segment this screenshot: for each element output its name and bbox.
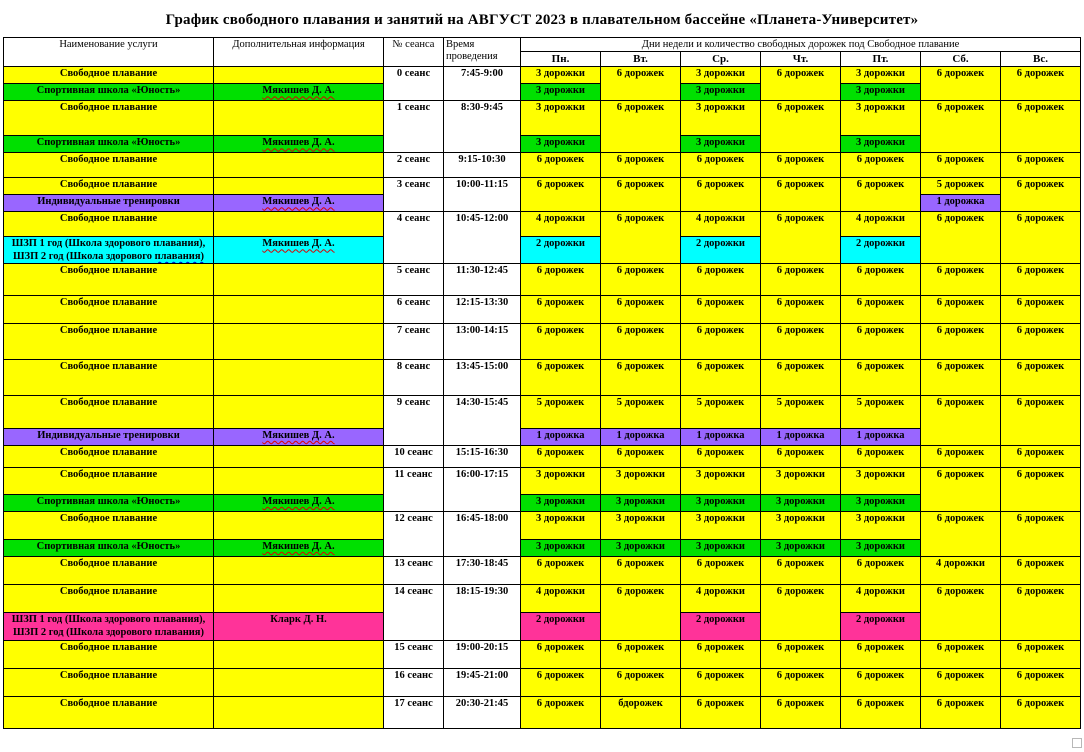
info-cell <box>214 360 384 396</box>
lanes-cell: 6 дорожек <box>761 360 841 396</box>
lanes-cell: 1 дорожка <box>841 429 921 446</box>
lanes-cell: 6 дорожек <box>761 324 841 360</box>
info-cell: Мякишев Д. А. <box>214 495 384 512</box>
lanes-cell: 6 дорожек <box>681 360 761 396</box>
table-row <box>4 237 1081 264</box>
lanes-cell: 6 дорожек <box>681 264 761 296</box>
lanes-cell: 2 дорожки <box>521 237 601 264</box>
info-cell: Мякишев Д. А. <box>214 237 384 264</box>
lanes-cell: 6 дорожек <box>1001 264 1081 296</box>
lanes-cell: 6 дорожек <box>521 557 601 585</box>
table-row <box>4 641 1081 669</box>
time-cell: 8:30-9:45 <box>444 101 521 153</box>
lanes-cell: 6 дорожек <box>841 360 921 396</box>
header-day-sun: Вс. <box>1001 52 1081 67</box>
lanes-cell: 6 дорожек <box>761 67 841 101</box>
header-day-mon: Пн. <box>521 52 601 67</box>
lanes-cell: 3 дорожки <box>521 101 601 136</box>
table-row <box>4 84 1081 101</box>
lanes-cell: 6 дорожек <box>521 178 601 212</box>
info-cell <box>214 178 384 195</box>
lanes-cell: 1 дорожка <box>921 195 1001 212</box>
lanes-cell: 6 дорожек <box>601 585 681 641</box>
lanes-cell: 6 дорожек <box>921 669 1001 697</box>
lanes-cell: 6 дорожек <box>601 212 681 264</box>
service-cell: ШЗП 1 год (Школа здорового плавания), ШЗП 2 год (Школа здорового плавания) <box>4 237 214 264</box>
lanes-cell: 3 дорожки <box>521 468 601 495</box>
lanes-cell: 3 дорожки <box>841 136 921 153</box>
service-cell: Свободное плавание <box>4 67 214 84</box>
table-row <box>4 585 1081 613</box>
lanes-cell: 6 дорожек <box>1001 153 1081 178</box>
lanes-cell: 6 дорожек <box>681 324 761 360</box>
lanes-cell: 6 дорожек <box>681 178 761 212</box>
info-cell <box>214 585 384 613</box>
lanes-cell: 6 дорожек <box>1001 641 1081 669</box>
lanes-cell: 6 дорожек <box>761 101 841 153</box>
table-row <box>4 212 1081 237</box>
session-cell: 14 сеанс <box>384 585 444 641</box>
lanes-cell: 6 дорожек <box>1001 446 1081 468</box>
lanes-cell: 3 дорожки <box>841 101 921 136</box>
table-row <box>4 136 1081 153</box>
lanes-cell: 6 дорожек <box>1001 324 1081 360</box>
lanes-cell: 6 дорожек <box>841 697 921 729</box>
lanes-cell: 6 дорожек <box>521 264 601 296</box>
lanes-cell: 6 дорожек <box>1001 360 1081 396</box>
table-row <box>4 697 1081 729</box>
lanes-cell: 3 дорожки <box>601 468 681 495</box>
lanes-cell: 6 дорожек <box>761 296 841 324</box>
header-day-tue: Вт. <box>601 52 681 67</box>
lanes-cell: бдорожек <box>601 697 681 729</box>
lanes-cell: 1 дорожка <box>601 429 681 446</box>
lanes-cell: 4 дорожки <box>921 557 1001 585</box>
session-cell: 17 сеанс <box>384 697 444 729</box>
info-cell <box>214 641 384 669</box>
lanes-cell: 6 дорожек <box>601 360 681 396</box>
time-cell: 14:30-15:45 <box>444 396 521 446</box>
info-cell: Мякишев Д. А. <box>214 136 384 153</box>
lanes-cell: 6 дорожек <box>921 324 1001 360</box>
lanes-cell: 6 дорожек <box>1001 468 1081 512</box>
lanes-cell: 3 дорожки <box>761 512 841 540</box>
service-cell: Свободное плавание <box>4 446 214 468</box>
lanes-cell: 6 дорожек <box>841 324 921 360</box>
session-cell: 5 сеанс <box>384 264 444 296</box>
session-cell: 11 сеанс <box>384 468 444 512</box>
session-cell: 3 сеанс <box>384 178 444 212</box>
lanes-cell: 6 дорожек <box>761 697 841 729</box>
table-row <box>4 264 1081 296</box>
time-cell: 11:30-12:45 <box>444 264 521 296</box>
header-time: Время проведения <box>444 38 521 67</box>
info-cell <box>214 324 384 360</box>
info-cell <box>214 296 384 324</box>
lanes-cell: 4 дорожки <box>681 212 761 237</box>
lanes-cell: 3 дорожки <box>761 540 841 557</box>
session-cell: 10 сеанс <box>384 446 444 468</box>
lanes-cell: 6 дорожек <box>681 557 761 585</box>
time-cell: 13:00-14:15 <box>444 324 521 360</box>
lanes-cell: 6 дорожек <box>921 101 1001 153</box>
lanes-cell: 6 дорожек <box>761 669 841 697</box>
lanes-cell: 3 дорожки <box>521 84 601 101</box>
lanes-cell: 6 дорожек <box>601 153 681 178</box>
lanes-cell: 6 дорожек <box>921 212 1001 264</box>
lanes-cell: 6 дорожек <box>601 557 681 585</box>
lanes-cell: 6 дорожек <box>1001 178 1081 212</box>
lanes-cell: 6 дорожек <box>921 264 1001 296</box>
service-cell: Спортивная школа «Юность» <box>4 495 214 512</box>
table-row <box>4 540 1081 557</box>
time-cell: 18:15-19:30 <box>444 585 521 641</box>
time-cell: 20:30-21:45 <box>444 697 521 729</box>
lanes-cell: 5 дорожек <box>521 396 601 429</box>
service-cell: Свободное плавание <box>4 178 214 195</box>
info-cell: Кларк Д. Н. <box>214 613 384 641</box>
info-cell <box>214 697 384 729</box>
time-cell: 19:00-20:15 <box>444 641 521 669</box>
lanes-cell: 6 дорожек <box>521 360 601 396</box>
service-cell: Индивидуальные тренировки <box>4 195 214 212</box>
service-cell: Индивидуальные тренировки <box>4 429 214 446</box>
corner-artifact <box>1072 738 1082 748</box>
lanes-cell: 6 дорожек <box>841 264 921 296</box>
session-cell: 12 сеанс <box>384 512 444 557</box>
lanes-cell: 3 дорожки <box>681 67 761 84</box>
time-cell: 16:45-18:00 <box>444 512 521 557</box>
lanes-cell: 5 дорожек <box>921 178 1001 195</box>
session-cell: 13 сеанс <box>384 557 444 585</box>
table-row <box>4 67 1081 84</box>
service-cell: ШЗП 1 год (Школа здорового плавания), ШЗП 2 год (Школа здорового плавания) <box>4 613 214 641</box>
info-cell: Мякишев Д. А. <box>214 84 384 101</box>
lanes-cell: 6 дорожек <box>921 512 1001 557</box>
lanes-cell: 6 дорожек <box>1001 585 1081 641</box>
table-row <box>4 429 1081 446</box>
lanes-cell: 6 дорожек <box>521 641 601 669</box>
table-row <box>4 178 1081 195</box>
lanes-cell: 6 дорожек <box>1001 697 1081 729</box>
service-cell: Свободное плавание <box>4 585 214 613</box>
lanes-cell: 6 дорожек <box>681 153 761 178</box>
lanes-cell: 6 дорожек <box>841 178 921 212</box>
time-cell: 10:00-11:15 <box>444 178 521 212</box>
lanes-cell: 6 дорожек <box>601 178 681 212</box>
header-day-wed: Ср. <box>681 52 761 67</box>
lanes-cell: 6 дорожек <box>521 697 601 729</box>
session-cell: 1 сеанс <box>384 101 444 153</box>
service-cell: Свободное плавание <box>4 212 214 237</box>
lanes-cell: 6 дорожек <box>601 67 681 101</box>
service-cell: Свободное плавание <box>4 468 214 495</box>
lanes-cell: 6 дорожек <box>601 669 681 697</box>
lanes-cell: 3 дорожки <box>521 67 601 84</box>
header-day-fri: Пт. <box>841 52 921 67</box>
lanes-cell: 6 дорожек <box>841 669 921 697</box>
info-cell <box>214 67 384 84</box>
service-cell: Свободное плавание <box>4 697 214 729</box>
time-cell: 13:45-15:00 <box>444 360 521 396</box>
lanes-cell: 4 дорожки <box>521 585 601 613</box>
lanes-cell: 6 дорожек <box>1001 557 1081 585</box>
lanes-cell: 2 дорожки <box>681 237 761 264</box>
lanes-cell: 6 дорожек <box>761 446 841 468</box>
lanes-cell: 5 дорожек <box>681 396 761 429</box>
table-row <box>4 613 1081 641</box>
schedule-body <box>4 67 1081 729</box>
lanes-cell: 6 дорожек <box>681 446 761 468</box>
lanes-cell: 6 дорожек <box>601 264 681 296</box>
lanes-cell: 6 дорожек <box>921 296 1001 324</box>
lanes-cell: 6 дорожек <box>1001 67 1081 101</box>
lanes-cell: 6 дорожек <box>921 468 1001 512</box>
time-cell: 15:15-16:30 <box>444 446 521 468</box>
lanes-cell: 6 дорожек <box>841 446 921 468</box>
service-cell: Свободное плавание <box>4 324 214 360</box>
lanes-cell: 1 дорожка <box>521 429 601 446</box>
header-day-thu: Чт. <box>761 52 841 67</box>
lanes-cell: 6 дорожек <box>681 641 761 669</box>
info-cell <box>214 669 384 697</box>
service-cell: Свободное плавание <box>4 101 214 136</box>
header-session: № сеанса <box>384 38 444 67</box>
service-cell: Свободное плавание <box>4 669 214 697</box>
time-cell: 10:45-12:00 <box>444 212 521 264</box>
lanes-cell: 3 дорожки <box>841 540 921 557</box>
lanes-cell: 3 дорожки <box>841 67 921 84</box>
service-cell: Свободное плавание <box>4 296 214 324</box>
lanes-cell: 6 дорожек <box>761 178 841 212</box>
lanes-cell: 3 дорожки <box>841 495 921 512</box>
lanes-cell: 6 дорожек <box>761 264 841 296</box>
lanes-cell: 6 дорожек <box>841 296 921 324</box>
lanes-cell: 6 дорожек <box>761 153 841 178</box>
info-cell <box>214 153 384 178</box>
info-cell <box>214 212 384 237</box>
lanes-cell: 3 дорожки <box>681 512 761 540</box>
schedule-table <box>3 37 1081 729</box>
session-cell: 2 сеанс <box>384 153 444 178</box>
service-cell: Спортивная школа «Юность» <box>4 84 214 101</box>
lanes-cell: 6 дорожек <box>1001 101 1081 153</box>
lanes-cell: 3 дорожки <box>681 136 761 153</box>
page-title: График свободного плавания и занятий на АВГУСТ 2023 в плавательном бассейне «Планета-Университет» <box>165 12 919 28</box>
info-cell <box>214 468 384 495</box>
lanes-cell: 3 дорожки <box>841 468 921 495</box>
lanes-cell: 5 дорожек <box>761 396 841 429</box>
lanes-cell: 6 дорожек <box>761 585 841 641</box>
lanes-cell: 6 дорожек <box>921 153 1001 178</box>
lanes-cell: 6 дорожек <box>841 153 921 178</box>
service-cell: Свободное плавание <box>4 153 214 178</box>
lanes-cell: 3 дорожки <box>841 512 921 540</box>
info-cell: Мякишев Д. А. <box>214 540 384 557</box>
lanes-cell: 6 дорожек <box>601 324 681 360</box>
time-cell: 16:00-17:15 <box>444 468 521 512</box>
lanes-cell: 6 дорожек <box>921 396 1001 446</box>
service-cell: Спортивная школа «Юность» <box>4 136 214 153</box>
lanes-cell: 1 дорожка <box>761 429 841 446</box>
header-info: Дополнительная информация <box>214 38 384 67</box>
lanes-cell: 6 дорожек <box>601 101 681 153</box>
header-days-group: Дни недели и количество свободных дорожек под Свободное плавание <box>521 38 1081 52</box>
lanes-cell: 3 дорожки <box>761 495 841 512</box>
lanes-cell: 4 дорожки <box>681 585 761 613</box>
table-row <box>4 512 1081 540</box>
lanes-cell: 6 дорожек <box>1001 669 1081 697</box>
session-cell: 4 сеанс <box>384 212 444 264</box>
info-cell <box>214 512 384 540</box>
lanes-cell: 6 дорожек <box>601 296 681 324</box>
table-row <box>4 324 1081 360</box>
lanes-cell: 1 дорожка <box>681 429 761 446</box>
lanes-cell: 5 дорожек <box>841 396 921 429</box>
lanes-cell: 3 дорожки <box>601 540 681 557</box>
lanes-cell: 6 дорожек <box>921 446 1001 468</box>
session-cell: 16 сеанс <box>384 669 444 697</box>
lanes-cell: 6 дорожек <box>1001 296 1081 324</box>
service-cell: Свободное плавание <box>4 557 214 585</box>
info-cell <box>214 396 384 429</box>
service-cell: Свободное плавание <box>4 264 214 296</box>
lanes-cell: 3 дорожки <box>601 495 681 512</box>
lanes-cell: 6 дорожек <box>521 324 601 360</box>
info-cell: Мякишев Д. А. <box>214 429 384 446</box>
lanes-cell: 2 дорожки <box>841 613 921 641</box>
lanes-cell: 6 дорожек <box>521 153 601 178</box>
lanes-cell: 3 дорожки <box>521 512 601 540</box>
service-cell: Свободное плавание <box>4 396 214 429</box>
lanes-cell: 6 дорожек <box>1001 396 1081 446</box>
header-service: Наименование услуги <box>4 38 214 67</box>
lanes-cell: 3 дорожки <box>601 512 681 540</box>
time-cell: 7:45-9:00 <box>444 67 521 101</box>
lanes-cell: 3 дорожки <box>681 101 761 136</box>
info-cell <box>214 557 384 585</box>
table-row <box>4 360 1081 396</box>
lanes-cell: 6 дорожек <box>841 641 921 669</box>
lanes-cell: 3 дорожки <box>521 540 601 557</box>
lanes-cell: 3 дорожки <box>681 84 761 101</box>
lanes-cell: 3 дорожки <box>521 136 601 153</box>
lanes-cell: 3 дорожки <box>681 495 761 512</box>
lanes-cell: 6 дорожек <box>601 641 681 669</box>
lanes-cell: 6 дорожек <box>521 296 601 324</box>
info-cell <box>214 101 384 136</box>
service-cell: Свободное плавание <box>4 641 214 669</box>
lanes-cell: 6 дорожек <box>761 557 841 585</box>
session-cell: 15 сеанс <box>384 641 444 669</box>
lanes-cell: 5 дорожек <box>601 396 681 429</box>
time-cell: 12:15-13:30 <box>444 296 521 324</box>
lanes-cell: 4 дорожки <box>841 585 921 613</box>
table-row <box>4 669 1081 697</box>
info-cell <box>214 264 384 296</box>
session-cell: 9 сеанс <box>384 396 444 446</box>
session-cell: 0 сеанс <box>384 67 444 101</box>
lanes-cell: 6 дорожек <box>1001 512 1081 557</box>
lanes-cell: 6 дорожек <box>601 446 681 468</box>
table-row <box>4 468 1081 495</box>
lanes-cell: 6 дорожек <box>921 585 1001 641</box>
time-cell: 19:45-21:00 <box>444 669 521 697</box>
lanes-cell: 6 дорожек <box>1001 212 1081 264</box>
lanes-cell: 6 дорожек <box>681 697 761 729</box>
lanes-cell: 3 дорожки <box>761 468 841 495</box>
lanes-cell: 6 дорожек <box>681 296 761 324</box>
table-row <box>4 446 1081 468</box>
service-cell: Спортивная школа «Юность» <box>4 540 214 557</box>
lanes-cell: 6 дорожек <box>521 446 601 468</box>
lanes-cell: 6 дорожек <box>681 669 761 697</box>
lanes-cell: 2 дорожки <box>681 613 761 641</box>
table-row <box>4 296 1081 324</box>
info-cell: Мякишев Д. А. <box>214 195 384 212</box>
table-row <box>4 557 1081 585</box>
lanes-cell: 4 дорожки <box>841 212 921 237</box>
session-cell: 8 сеанс <box>384 360 444 396</box>
service-cell: Свободное плавание <box>4 360 214 396</box>
info-cell <box>214 446 384 468</box>
lanes-cell: 6 дорожек <box>761 212 841 264</box>
table-row <box>4 101 1081 136</box>
lanes-cell: 4 дорожки <box>521 212 601 237</box>
lanes-cell: 6 дорожек <box>921 360 1001 396</box>
table-row <box>4 153 1081 178</box>
lanes-cell: 6 дорожек <box>921 641 1001 669</box>
lanes-cell: 2 дорожки <box>841 237 921 264</box>
lanes-cell: 6 дорожек <box>921 697 1001 729</box>
lanes-cell: 2 дорожки <box>521 613 601 641</box>
session-cell: 7 сеанс <box>384 324 444 360</box>
lanes-cell: 6 дорожек <box>841 557 921 585</box>
lanes-cell: 3 дорожки <box>841 84 921 101</box>
lanes-cell: 3 дорожки <box>521 495 601 512</box>
header-day-sat: Сб. <box>921 52 1001 67</box>
time-cell: 17:30-18:45 <box>444 557 521 585</box>
lanes-cell: 3 дорожки <box>681 540 761 557</box>
time-cell: 9:15-10:30 <box>444 153 521 178</box>
session-cell: 6 сеанс <box>384 296 444 324</box>
table-row <box>4 396 1081 429</box>
lanes-cell: 6 дорожек <box>521 669 601 697</box>
lanes-cell: 6 дорожек <box>761 641 841 669</box>
lanes-cell: 3 дорожки <box>681 468 761 495</box>
table-row <box>4 495 1081 512</box>
service-cell: Свободное плавание <box>4 512 214 540</box>
lanes-cell: 6 дорожек <box>921 67 1001 101</box>
